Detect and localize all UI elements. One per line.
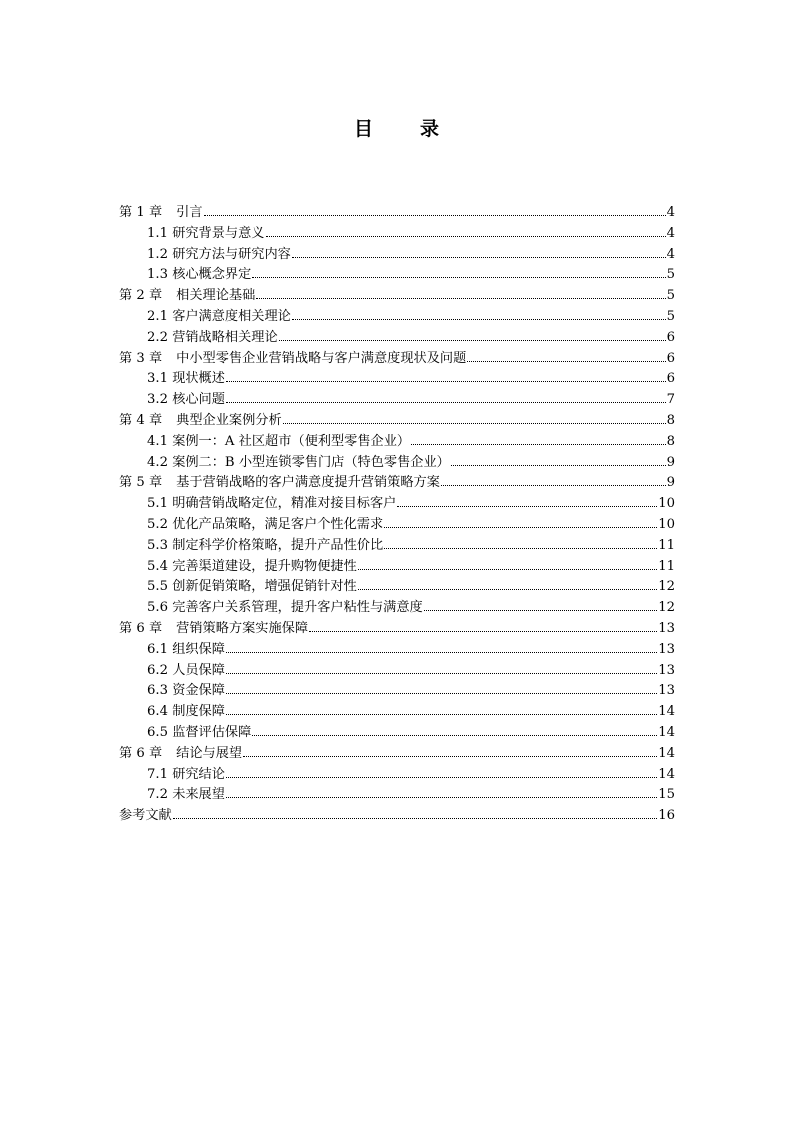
toc-section-entry[interactable]: [119, 494, 675, 515]
toc-page-number: 8: [666, 412, 675, 428]
dot-leader: [467, 361, 665, 362]
toc-page-number: 8: [666, 433, 675, 449]
dot-leader: [226, 381, 666, 382]
toc-page-number: 10: [658, 516, 675, 532]
toc-entry-label: [119, 619, 308, 640]
toc-entry-label: [147, 765, 225, 786]
toc-page-number: 13: [658, 641, 675, 657]
toc-entry-text: 资金保障: [172, 683, 225, 699]
toc-entry-number: 4.2: [147, 454, 168, 470]
toc-section-entry[interactable]: [119, 785, 675, 806]
toc-entry-text: 完善客户关系管理，提升客户粘性与满意度: [172, 600, 423, 616]
toc-page-number: 13: [658, 683, 675, 699]
dot-leader: [424, 610, 657, 611]
toc-section-entry[interactable]: [119, 432, 675, 453]
toc-entry-text: 营销战略相关理论: [172, 329, 278, 345]
toc-entry-number: 7.1: [147, 766, 168, 782]
dot-leader: [226, 693, 657, 694]
dot-leader: [397, 506, 657, 507]
toc-entry-number: 第 6 章: [119, 745, 163, 761]
dot-leader: [243, 756, 657, 757]
toc-entry-number: 6.1: [147, 641, 168, 657]
toc-entry-label: [147, 494, 396, 515]
toc-entry-text: 未来展望: [172, 787, 225, 803]
toc-entry-text: 核心问题: [172, 392, 225, 408]
toc-entry-label: [147, 224, 265, 245]
dot-leader: [451, 465, 666, 466]
toc-entry-number: 5.2: [147, 516, 168, 532]
toc-page-number: 11: [658, 558, 675, 574]
toc-entry-number: 1.3: [147, 267, 168, 283]
toc-page-number: 4: [666, 225, 675, 241]
toc-section-entry[interactable]: [119, 661, 675, 682]
toc-entry-label: [119, 203, 203, 224]
toc-entry-text: 监督评估保障: [172, 724, 252, 740]
toc-page-number: 15: [658, 787, 675, 803]
toc-entry-label: [119, 806, 172, 827]
toc-entry-text: 营销策略方案实施保障: [176, 620, 309, 636]
toc-entry-number: 5.1: [147, 496, 168, 512]
toc-page-number: 12: [658, 579, 675, 595]
toc-entry-label: [147, 661, 225, 682]
toc-entry-label: [147, 640, 225, 661]
toc-page-number: 14: [658, 704, 675, 720]
toc-entry-number: 5.6: [147, 600, 168, 616]
toc-entry-label: [147, 369, 225, 390]
toc-entry-label: [119, 411, 282, 432]
toc-entry-text: 案例一：A 社区超市（便利型零售企业）: [172, 433, 411, 449]
toc-section-entry[interactable]: [119, 328, 675, 349]
toc-section-entry[interactable]: [119, 598, 675, 619]
toc-section-entry[interactable]: [119, 307, 675, 328]
toc-chapter-entry[interactable]: [119, 411, 675, 432]
toc-chapter-entry[interactable]: [119, 349, 675, 370]
toc-page-number: 5: [666, 288, 675, 304]
toc-chapter-entry[interactable]: [119, 619, 675, 640]
dot-leader: [226, 652, 657, 653]
dot-leader: [292, 319, 666, 320]
toc-chapter-entry[interactable]: [119, 286, 675, 307]
toc-section-entry[interactable]: [119, 577, 675, 598]
toc-entry-label: [147, 598, 423, 619]
dot-leader: [266, 236, 666, 237]
toc-entry-text: 客户满意度相关理论: [172, 308, 291, 324]
dot-leader: [226, 797, 657, 798]
toc-entry-number: 5.3: [147, 537, 168, 553]
toc-section-entry[interactable]: [119, 224, 675, 245]
toc-entry-number: 6.3: [147, 683, 168, 699]
toc-entry-number: 7.2: [147, 787, 168, 803]
dot-leader: [283, 423, 666, 424]
toc-section-entry[interactable]: [119, 723, 675, 744]
toc-entry-label: [147, 453, 450, 474]
toc-entry-label: [119, 286, 255, 307]
toc-page-number: 5: [666, 308, 675, 324]
toc-section-entry[interactable]: [119, 453, 675, 474]
toc-entry-label: [147, 785, 225, 806]
toc-entry-label: [147, 557, 357, 578]
dot-leader: [441, 485, 666, 486]
toc-section-entry[interactable]: [119, 681, 675, 702]
toc-entry-label: [147, 681, 225, 702]
toc-entry-label: [147, 515, 383, 536]
toc-section-entry[interactable]: [119, 265, 675, 286]
dot-leader: [292, 257, 666, 258]
toc-entry-text: 中小型零售企业营销战略与客户满意度现状及问题: [176, 350, 467, 366]
table-of-contents: [119, 203, 675, 827]
toc-page-number: 9: [666, 454, 675, 470]
toc-entry-label: [147, 577, 357, 598]
toc-entry-number: 6.4: [147, 704, 168, 720]
dot-leader: [279, 340, 666, 341]
toc-entry-text: 研究结论: [172, 766, 225, 782]
toc-entry-label: [147, 265, 251, 286]
toc-chapter-entry[interactable]: [119, 744, 675, 765]
dot-leader: [411, 444, 666, 445]
toc-entry-label: [119, 744, 242, 765]
toc-page-number: 9: [666, 475, 675, 491]
toc-entry-number: 2.2: [147, 329, 168, 345]
toc-entry-text: 相关理论基础: [176, 288, 256, 304]
dot-leader: [226, 402, 666, 403]
toc-entry-label: [147, 307, 291, 328]
toc-entry-number: 第 6 章: [119, 620, 163, 636]
dot-leader: [204, 215, 666, 216]
toc-entry-number: 5.4: [147, 558, 168, 574]
toc-entry-text: 制定科学价格策略，提升产品性价比: [172, 537, 384, 553]
toc-chapter-entry[interactable]: [119, 473, 675, 494]
toc-chapter-entry[interactable]: [119, 806, 675, 827]
toc-section-entry[interactable]: [119, 369, 675, 390]
dot-leader: [309, 631, 657, 632]
dot-leader: [226, 777, 657, 778]
toc-entry-number: 第 2 章: [119, 288, 163, 304]
dot-leader: [252, 735, 657, 736]
toc-page-number: 12: [658, 600, 675, 616]
toc-page-number: 14: [658, 724, 675, 740]
toc-entry-number: 第 1 章: [119, 205, 163, 220]
toc-entry-text: 优化产品策略，满足客户个性化需求: [172, 516, 384, 532]
toc-entry-text: 核心概念界定: [172, 267, 252, 283]
toc-entry-text: 引言: [176, 205, 203, 220]
toc-entry-number: 第 3 章: [119, 350, 163, 366]
toc-entry-label: [147, 536, 383, 557]
toc-entry-text: 明确营销战略定位，精准对接目标客户: [172, 496, 397, 512]
dot-leader: [384, 548, 657, 549]
toc-section-entry[interactable]: [119, 702, 675, 723]
toc-entry-label: [147, 245, 291, 266]
toc-section-entry[interactable]: [119, 515, 675, 536]
toc-entry-text: 研究背景与意义: [172, 225, 265, 241]
toc-page-number: 13: [658, 620, 675, 636]
dot-leader: [358, 589, 657, 590]
toc-page-number: 6: [666, 371, 675, 387]
toc-entry-number: 1.2: [147, 246, 168, 262]
toc-entry-text: 研究方法与研究内容: [172, 246, 291, 262]
toc-page-number: 4: [666, 205, 675, 220]
toc-entry-number: 第 4 章: [119, 412, 163, 428]
toc-entry-label: [147, 390, 225, 411]
toc-page-number: 13: [658, 662, 675, 678]
toc-page-number: 14: [658, 766, 675, 782]
dot-leader: [226, 673, 657, 674]
toc-page-number: 6: [666, 350, 675, 366]
toc-entry-text: 典型企业案例分析: [176, 412, 282, 428]
toc-page-number: 16: [658, 808, 675, 824]
toc-page-number: 7: [666, 392, 675, 408]
toc-section-entry[interactable]: [119, 765, 675, 786]
toc-entry-number: 6.5: [147, 724, 168, 740]
toc-entry-text: 案例二：B 小型连锁零售门店（特色零售企业）: [172, 454, 450, 470]
toc-section-entry[interactable]: [119, 557, 675, 578]
toc-entry-number: 5.5: [147, 579, 168, 595]
page-title: 目 录: [353, 117, 453, 140]
toc-section-entry[interactable]: [119, 245, 675, 266]
toc-entry-text: 完善渠道建设，提升购物便捷性: [172, 558, 357, 574]
toc-entry-text: 人员保障: [172, 662, 225, 678]
toc-entry-number: 6.2: [147, 662, 168, 678]
toc-entry-label: [147, 702, 225, 723]
toc-chapter-entry[interactable]: [119, 203, 675, 224]
toc-entry-number: 2.1: [147, 308, 168, 324]
toc-section-entry[interactable]: [119, 390, 675, 411]
toc-entry-text: 结论与展望: [176, 745, 243, 761]
toc-page-number: 14: [658, 745, 675, 761]
toc-entry-text: 组织保障: [172, 641, 225, 657]
toc-section-entry[interactable]: [119, 536, 675, 557]
toc-entry-text: 参考文献: [119, 808, 172, 824]
toc-entry-label: [119, 473, 440, 494]
dot-leader: [384, 527, 657, 528]
toc-page-number: 4: [666, 246, 675, 262]
toc-section-entry[interactable]: [119, 640, 675, 661]
toc-entry-text: 基于营销战略的客户满意度提升营销策略方案: [176, 475, 440, 491]
toc-page-number: 11: [658, 537, 675, 553]
toc-entry-number: 3.2: [147, 392, 168, 408]
toc-page-number: 10: [658, 496, 675, 512]
toc-entry-text: 制度保障: [172, 704, 225, 720]
toc-page-number: 6: [666, 329, 675, 345]
toc-entry-number: 1.1: [147, 225, 168, 241]
toc-entry-number: 3.1: [147, 371, 168, 387]
dot-leader: [252, 277, 665, 278]
toc-entry-label: [147, 723, 251, 744]
dot-leader: [358, 569, 657, 570]
dot-leader: [173, 818, 657, 819]
dot-leader: [256, 298, 665, 299]
toc-entry-number: 第 5 章: [119, 475, 163, 491]
toc-entry-number: 4.1: [147, 433, 168, 449]
toc-entry-text: 创新促销策略，增强促销针对性: [172, 579, 357, 595]
toc-entry-label: [147, 432, 410, 453]
toc-entry-text: 现状概述: [172, 371, 225, 387]
dot-leader: [226, 714, 657, 715]
toc-entry-label: [119, 349, 466, 370]
toc-page-number: 5: [666, 267, 675, 283]
toc-entry-label: [147, 328, 278, 349]
